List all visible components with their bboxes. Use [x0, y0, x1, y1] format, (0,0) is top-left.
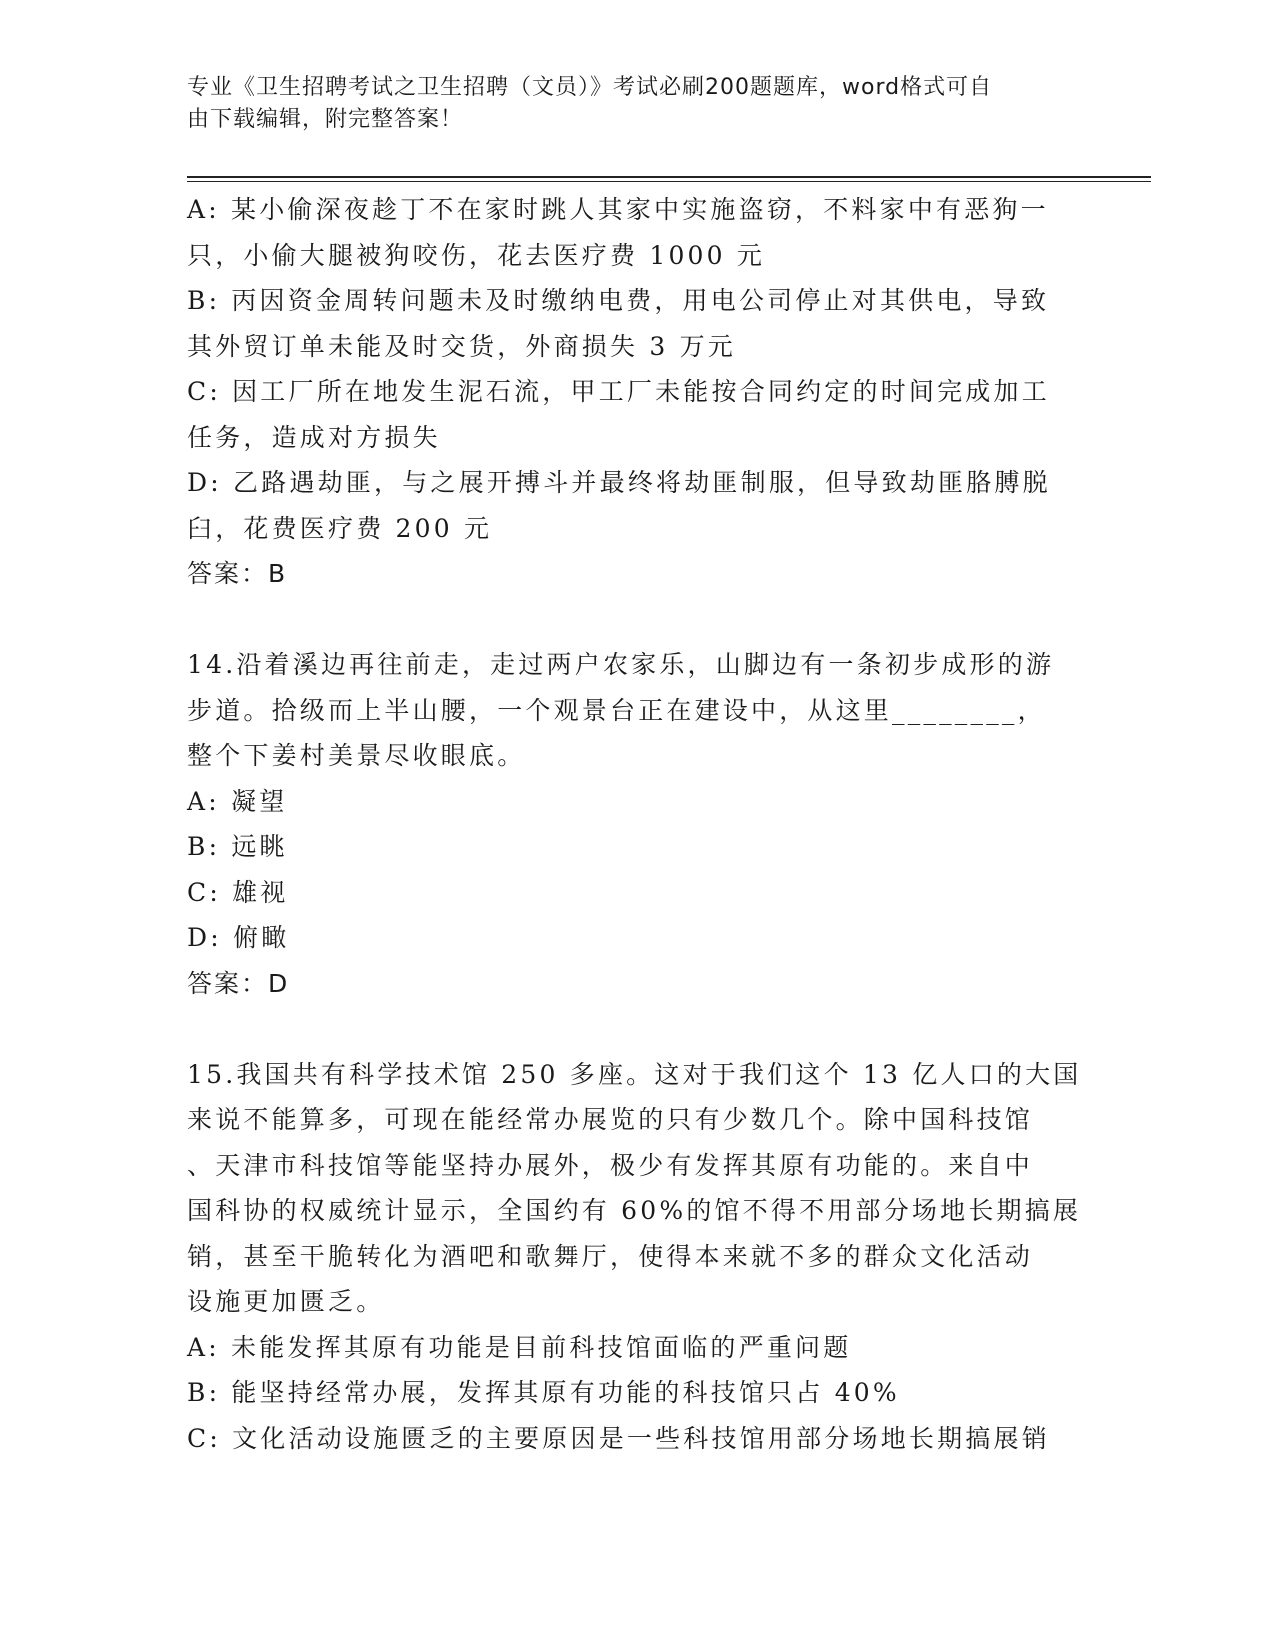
q15-stem-line-4: 国科协的权威统计显示，全国约有 60%的馆不得不用部分场地长期搞展 [187, 1196, 1082, 1225]
document-header [187, 72, 1087, 136]
header-title-line-2: 由下载编辑，附完整答案！ [187, 107, 464, 132]
q15-stem-line-6: 设施更加匮乏。 [187, 1287, 385, 1316]
q13-option-a-line-1: A: 某小偷深夜趁丁不在家时跳人其家中实施盗窃，不料家中有恶狗一 [187, 195, 1049, 224]
q14-stem-line-1: 14.沿着溪边再往前走，走过两户农家乐，山脚边有一条初步成形的游 [187, 650, 1055, 679]
question-spacer [187, 1006, 1077, 1052]
q15-stem-line-5: 销，甚至干脆转化为酒吧和歌舞厅，使得本来就不多的群众文化活动 [187, 1241, 1034, 1271]
question-14 [187, 642, 1077, 1006]
question-13-options [187, 187, 1077, 597]
q15-stem-line-2: 来说不能算多，可现在能经常办展览的只有少数几个。除中国科技馆 [187, 1105, 1034, 1134]
q14-option-a: A: 凝望 [187, 786, 288, 816]
q15-option-a: A: 未能发挥其原有功能是目前科技馆面临的严重问题 [187, 1332, 852, 1362]
q15-option-c: C: 文化活动设施匮乏的主要原因是一些科技馆用部分场地长期搞展销 [187, 1423, 1050, 1453]
question-15 [187, 1052, 1082, 1462]
q14-option-d: D: 俯瞰 [187, 923, 290, 952]
question-spacer [187, 597, 1077, 643]
question-content [187, 187, 1082, 1461]
q14-answer: 答案：D [187, 968, 290, 998]
q15-stem-line-3: 、天津市科技馆等能坚持办展外，极少有发挥其原有功能的。来自中 [187, 1150, 1034, 1180]
q14-stem-line-3: 整个下姜村美景尽收眼底。 [187, 741, 526, 770]
q15-option-b: B: 能坚持经常办展，发挥其原有功能的科技馆只占 40% [187, 1378, 900, 1407]
q13-answer: 答案：B [187, 559, 288, 588]
header-divider-thick [187, 176, 1151, 178]
q14-option-c: C: 雄视 [187, 877, 289, 907]
q13-option-a-line-2: 只，小偷大腿被狗咬伤，花去医疗费 1000 元 [187, 240, 766, 270]
header-title-line-1: 专业《卫生招聘考试之卫生招聘（文员）》考试必刷200题题库，word格式可自 [187, 75, 993, 100]
q14-option-b: B: 远眺 [187, 832, 288, 861]
q14-stem-line-2: 步道。拾级而上半山腰，一个观景台正在建设中，从这里________， [187, 695, 1046, 725]
header-divider-thin [187, 181, 1151, 182]
q13-option-b-line-2: 其外贸订单未能及时交货，外商损失 3 万元 [187, 331, 737, 361]
q13-option-c-line-1: C: 因工厂所在地发生泥石流，甲工厂未能按合同约定的时间完成加工 [187, 377, 1050, 406]
q13-option-d-line-1: D: 乙路遇劫匪，与之展开搏斗并最终将劫匪制服，但导致劫匪胳膊脱 [187, 468, 1051, 497]
q15-stem-line-1: 15.我国共有科学技术馆 250 多座。这对于我们这个 13 亿人口的大国 [187, 1059, 1082, 1089]
q13-option-d-line-2: 臼，花费医疗费 200 元 [187, 513, 493, 543]
q13-option-b-line-1: B: 丙因资金周转问题未及时缴纳电费，用电公司停止对其供电，导致 [187, 286, 1050, 315]
q13-option-c-line-2: 任务，造成对方损失 [187, 422, 441, 452]
